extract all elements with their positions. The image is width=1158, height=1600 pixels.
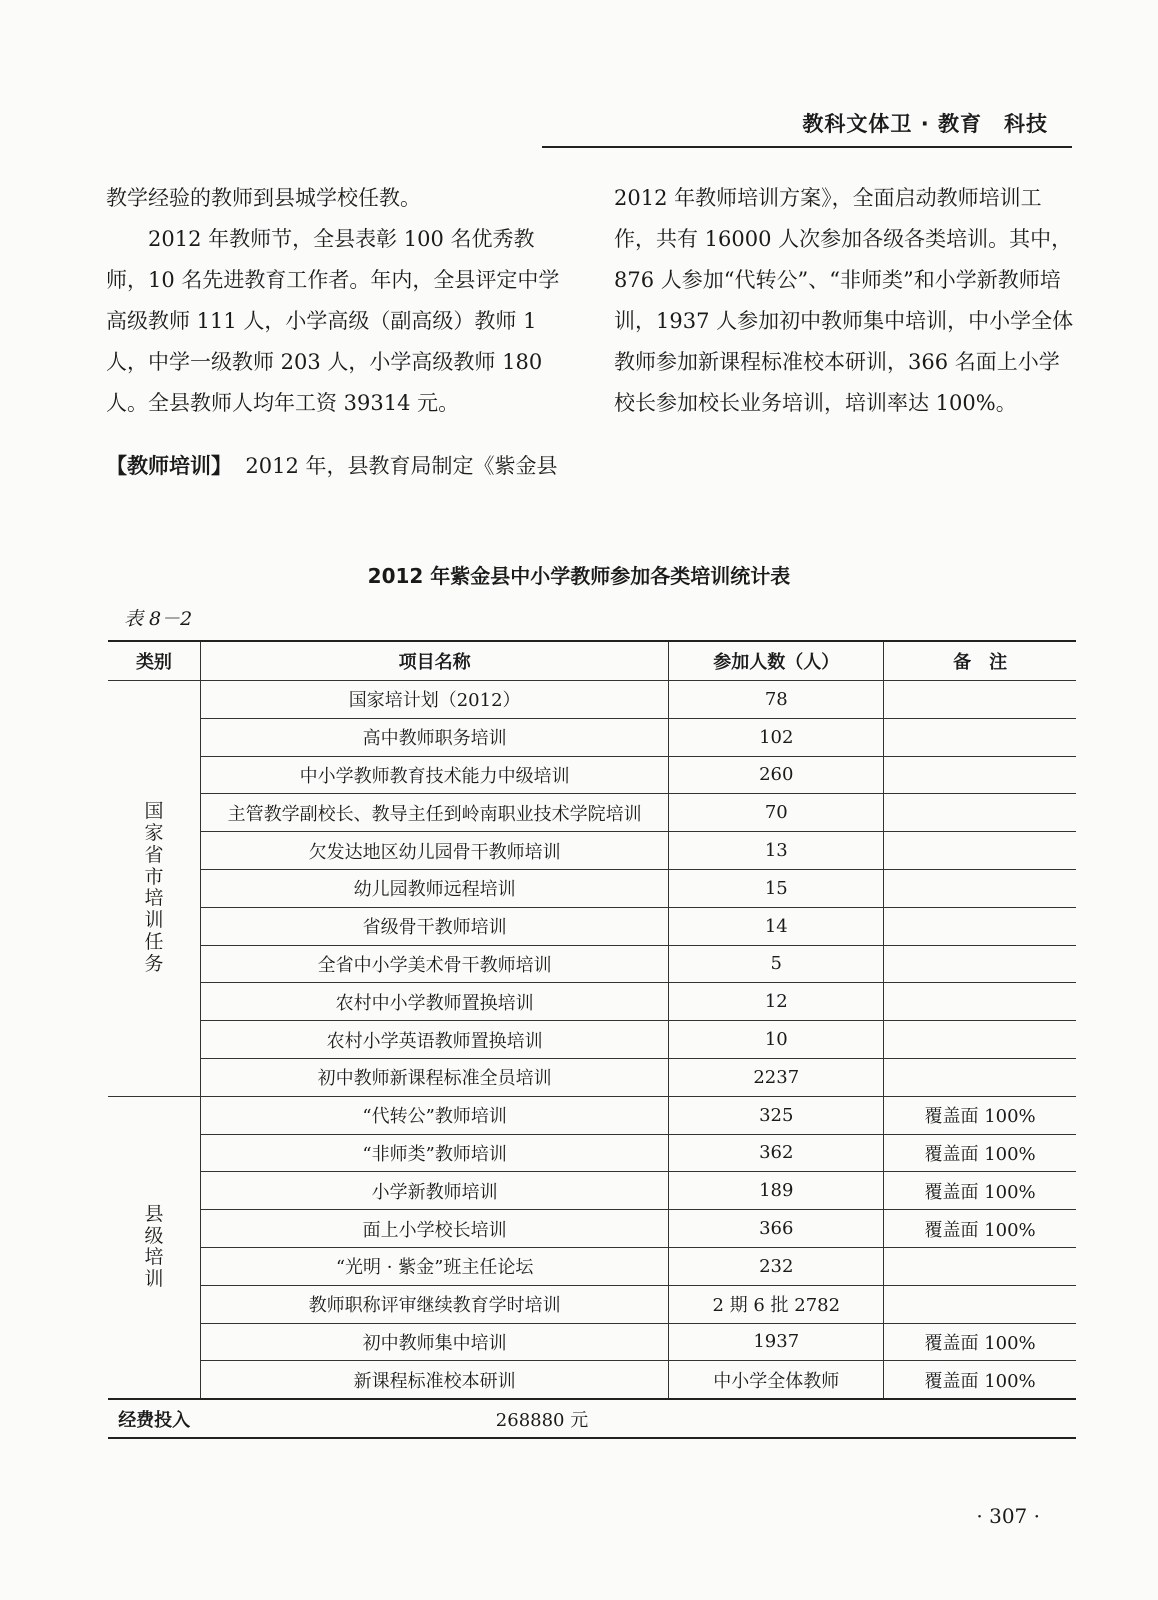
- project-name-cell: 全省中小学美术骨干教师培训: [200, 945, 668, 983]
- project-name-cell: 主管教学副校长、教导主任到岭南职业技术学院培训: [200, 794, 668, 832]
- count-cell: 78: [669, 681, 884, 719]
- table-row: [108, 1285, 1076, 1323]
- training-statistics-table: [108, 640, 1076, 1439]
- header-note: 备 注: [884, 641, 1076, 681]
- header-count: 参加人数（人）: [669, 641, 884, 681]
- project-name-cell: 教师职称评审继续教育学时培训: [200, 1285, 668, 1323]
- project-name-cell: 中小学教师教育技术能力中级培训: [200, 756, 668, 794]
- count-cell: 2 期 6 批 2782: [669, 1285, 884, 1323]
- table-row: [108, 1361, 1076, 1399]
- note-cell: 覆盖面 100%: [884, 1323, 1076, 1361]
- note-cell: [884, 983, 1076, 1021]
- count-cell: 15: [669, 869, 884, 907]
- table-row: [108, 1247, 1076, 1285]
- project-name-cell: 幼儿园教师远程培训: [200, 869, 668, 907]
- section-text: 2012 年，县教育局制定《紫金县: [245, 454, 558, 478]
- count-cell: 189: [669, 1172, 884, 1210]
- count-cell: 10: [669, 1021, 884, 1059]
- left-paragraph-1: 教学经验的教师到县城学校任教。: [106, 186, 421, 210]
- project-name-cell: 高中教师职务培训: [200, 718, 668, 756]
- count-cell: 232: [669, 1247, 884, 1285]
- note-cell: 覆盖面 100%: [884, 1361, 1076, 1399]
- table-row: [108, 983, 1076, 1021]
- table-row: [108, 681, 1076, 719]
- note-cell: [884, 794, 1076, 832]
- note-cell: [884, 756, 1076, 794]
- table-row: [108, 907, 1076, 945]
- table-row: [108, 1323, 1076, 1361]
- note-cell: [884, 832, 1076, 870]
- project-name-cell: 农村中小学教师置换培训: [200, 983, 668, 1021]
- project-name-cell: “光明 · 紫金”班主任论坛: [200, 1247, 668, 1285]
- category-label: 县级培训: [144, 1202, 164, 1291]
- count-cell: 260: [669, 756, 884, 794]
- note-cell: 覆盖面 100%: [884, 1210, 1076, 1248]
- project-name-cell: 欠发达地区幼儿园骨干教师培训: [200, 832, 668, 870]
- category-cell: [108, 1096, 200, 1399]
- project-name-cell: 面上小学校长培训: [200, 1210, 668, 1248]
- header-subsection: 科技: [1004, 112, 1048, 136]
- table-row: [108, 945, 1076, 983]
- section-label: 【教师培训】: [106, 454, 232, 478]
- project-name-cell: 新课程标准校本研训: [200, 1361, 668, 1399]
- table-row: [108, 1172, 1076, 1210]
- count-cell: 2237: [669, 1058, 884, 1096]
- left-paragraph-2: 2012 年教师节，全县表彰 100 名优秀教师，10 名先进教育工作者。年内，全县评定中学高级教师 111 人，小学高级（副高级）教师 1 人，中学一级教师 203 人，小学高级教师 180 人。全县教师人均年工资 39314 元。: [106, 227, 560, 415]
- note-cell: [884, 945, 1076, 983]
- page-number: · 307 ·: [976, 1504, 1040, 1528]
- count-cell: 12: [669, 983, 884, 1021]
- table-row: [108, 1210, 1076, 1248]
- section-teacher-training: [106, 446, 566, 487]
- note-cell: [884, 718, 1076, 756]
- note-cell: [884, 1058, 1076, 1096]
- note-cell: 覆盖面 100%: [884, 1096, 1076, 1134]
- table-number: 表 8－2: [124, 608, 193, 630]
- count-cell: 102: [669, 718, 884, 756]
- header-project: 项目名称: [200, 641, 668, 681]
- note-cell: 覆盖面 100%: [884, 1172, 1076, 1210]
- table-row: [108, 869, 1076, 907]
- right-column: [614, 178, 1074, 424]
- count-cell: 362: [669, 1134, 884, 1172]
- table-row: [108, 1096, 1076, 1134]
- funding-note: [884, 1399, 1076, 1438]
- project-name-cell: 初中教师集中培训: [200, 1323, 668, 1361]
- count-cell: 325: [669, 1096, 884, 1134]
- project-name-cell: “代转公”教师培训: [200, 1096, 668, 1134]
- funding-value: 268880 元: [200, 1399, 883, 1438]
- table-row: [108, 1058, 1076, 1096]
- count-cell: 70: [669, 794, 884, 832]
- table-row: [108, 1134, 1076, 1172]
- right-paragraph-1: 2012 年教师培训方案》，全面启动教师培训工作，共有 16000 人次参加各级各类培训。其中，876 人参加“代转公”、“非师类”和小学新教师培训，1937 人参加初中教师集中培训，中小学全体教师参加新课程标准校本研训，366 名面上小学校长参加校长业务培训，培训率达 100%。: [614, 186, 1074, 415]
- category-label: 国家省市培训任务: [144, 800, 164, 975]
- count-cell: 5: [669, 945, 884, 983]
- table-row: [108, 832, 1076, 870]
- table-row: [108, 794, 1076, 832]
- header-section: 教科文体卫 · 教育: [802, 112, 982, 136]
- project-name-cell: “非师类”教师培训: [200, 1134, 668, 1172]
- count-cell: 13: [669, 832, 884, 870]
- count-cell: 366: [669, 1210, 884, 1248]
- note-cell: [884, 1021, 1076, 1059]
- funding-label: 经费投入: [108, 1399, 200, 1438]
- table-title: 2012 年紫金县中小学教师参加各类培训统计表: [367, 564, 791, 588]
- project-name-cell: 农村小学英语教师置换培训: [200, 1021, 668, 1059]
- project-name-cell: 省级骨干教师培训: [200, 907, 668, 945]
- project-name-cell: 初中教师新课程标准全员培训: [200, 1058, 668, 1096]
- note-cell: [884, 907, 1076, 945]
- header-category: 类别: [108, 641, 200, 681]
- table-header-row: [108, 641, 1076, 681]
- funding-row: [108, 1399, 1076, 1438]
- table-body: [108, 681, 1076, 1438]
- running-header: [802, 108, 1048, 138]
- table-row: [108, 1021, 1076, 1059]
- table-row: [108, 718, 1076, 756]
- count-cell: 中小学全体教师: [669, 1361, 884, 1399]
- note-cell: [884, 681, 1076, 719]
- left-column: [106, 178, 566, 487]
- project-name-cell: 小学新教师培训: [200, 1172, 668, 1210]
- category-cell: [108, 681, 200, 1097]
- note-cell: [884, 869, 1076, 907]
- count-cell: 1937: [669, 1323, 884, 1361]
- note-cell: [884, 1247, 1076, 1285]
- header-rule: [542, 146, 1072, 148]
- table-row: [108, 756, 1076, 794]
- count-cell: 14: [669, 907, 884, 945]
- note-cell: 覆盖面 100%: [884, 1134, 1076, 1172]
- note-cell: [884, 1285, 1076, 1323]
- project-name-cell: 国家培计划（2012）: [200, 681, 668, 719]
